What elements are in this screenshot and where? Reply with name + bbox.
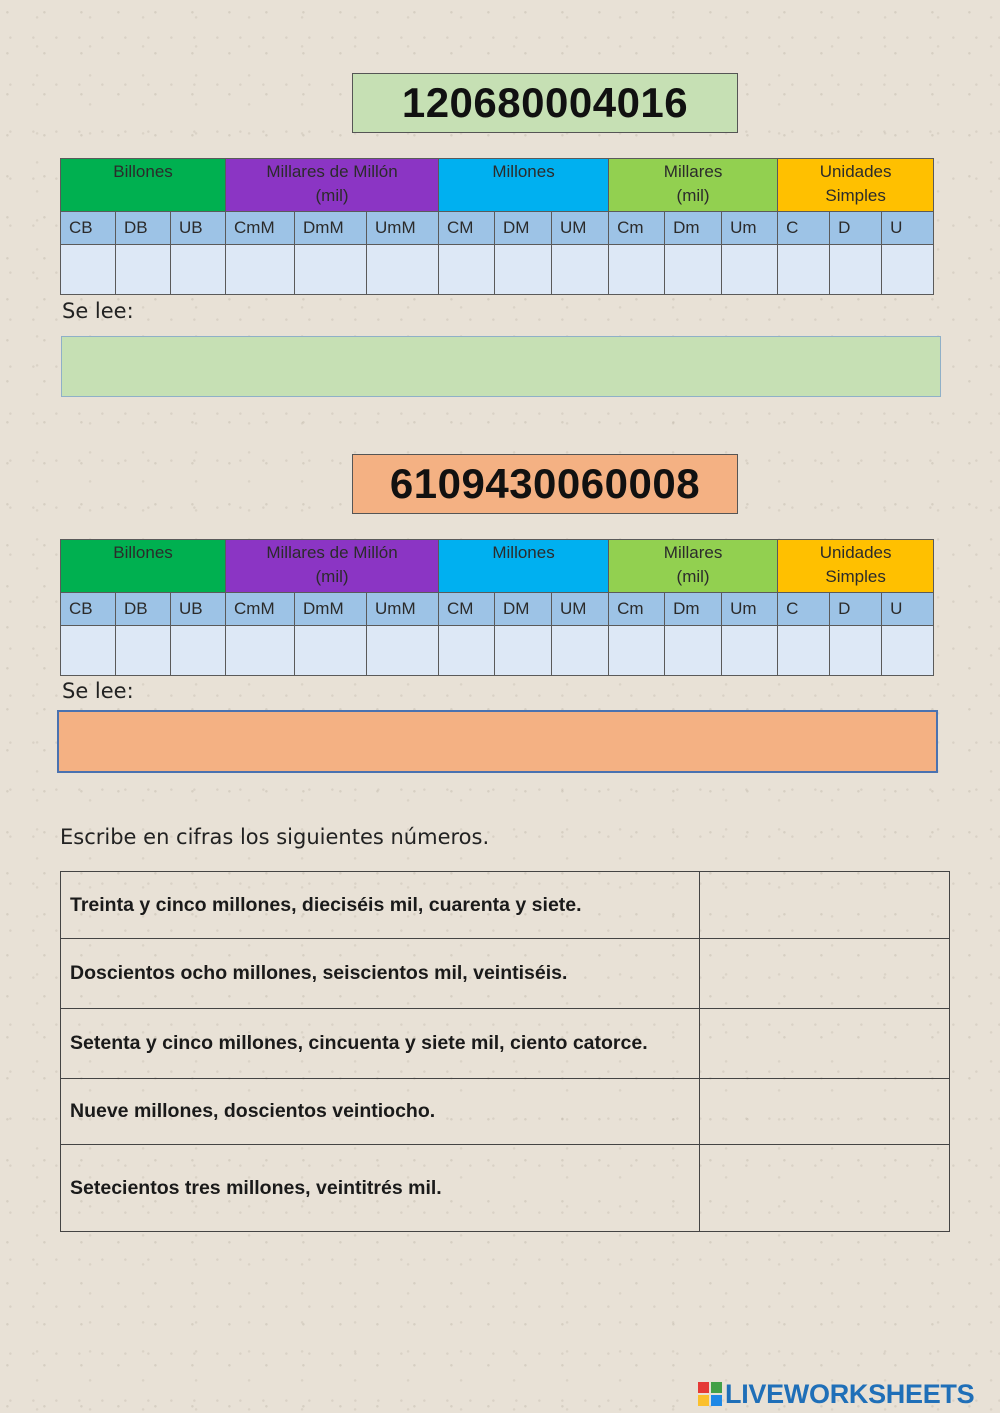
- brand-name: LIVEWORKSHEETS: [725, 1378, 975, 1409]
- class-header: Millares de Millón (mil): [226, 159, 439, 212]
- order-header: Cm: [609, 593, 665, 626]
- reads-label-2: Se lee:: [62, 679, 134, 703]
- question-text: Setenta y cinco millones, cincuenta y siete mil, ciento catorce.: [61, 1009, 700, 1079]
- place-value-table-1: [60, 158, 934, 295]
- liveworksheets-logo-icon: [698, 1382, 722, 1406]
- instruction-text: Escribe en cifras los siguientes números.: [60, 825, 490, 849]
- digit-slot[interactable]: [552, 626, 609, 676]
- question-row: [61, 872, 950, 939]
- order-header: UmM: [367, 212, 439, 245]
- numbers-exercise-table: [60, 871, 950, 1232]
- digit-slot[interactable]: [665, 245, 722, 295]
- class-header: Millares (mil): [609, 159, 778, 212]
- digit-slot[interactable]: [722, 626, 778, 676]
- order-header: DB: [116, 593, 171, 626]
- order-header: DM: [495, 593, 552, 626]
- digit-slot[interactable]: [295, 245, 367, 295]
- order-header: U: [882, 593, 934, 626]
- class-header: Millares (mil): [609, 540, 778, 593]
- order-header: Dm: [665, 593, 722, 626]
- order-header: CM: [439, 593, 495, 626]
- digit-slot[interactable]: [226, 245, 295, 295]
- order-header: DmM: [295, 212, 367, 245]
- class-header-row: [61, 159, 934, 212]
- question-row: [61, 939, 950, 1009]
- digit-slot[interactable]: [61, 245, 116, 295]
- question-text: Nueve millones, doscientos veintiocho.: [61, 1079, 700, 1145]
- order-header: CM: [439, 212, 495, 245]
- digit-slot[interactable]: [609, 245, 665, 295]
- order-header: CmM: [226, 212, 295, 245]
- logo-square-3: [698, 1395, 709, 1406]
- class-header: Millones: [439, 159, 609, 212]
- digit-row: [61, 626, 934, 676]
- order-header: CB: [61, 593, 116, 626]
- order-header: C: [778, 212, 830, 245]
- order-header: CB: [61, 212, 116, 245]
- class-header: Millares de Millón (mil): [226, 540, 439, 593]
- order-header-row: [61, 212, 934, 245]
- digit-slot[interactable]: [295, 626, 367, 676]
- digit-slot[interactable]: [116, 626, 171, 676]
- order-header: U: [882, 212, 934, 245]
- question-text: Treinta y cinco millones, dieciséis mil, cuarenta y siete.: [61, 872, 700, 939]
- class-header: Unidades Simples: [778, 159, 934, 212]
- digit-slot[interactable]: [778, 626, 830, 676]
- digit-slot[interactable]: [439, 626, 495, 676]
- class-header: Billones: [61, 540, 226, 593]
- digit-slot[interactable]: [439, 245, 495, 295]
- class-header: Unidades Simples: [778, 540, 934, 593]
- class-header: Millones: [439, 540, 609, 593]
- order-header: Dm: [665, 212, 722, 245]
- digit-slot[interactable]: [495, 245, 552, 295]
- answer-cell[interactable]: [700, 1145, 950, 1232]
- digit-slot[interactable]: [367, 626, 439, 676]
- order-header: DmM: [295, 593, 367, 626]
- question-text: Setecientos tres millones, veintitrés mil.: [61, 1145, 700, 1232]
- order-header: DM: [495, 212, 552, 245]
- order-header: UmM: [367, 593, 439, 626]
- digit-row: [61, 245, 934, 295]
- digit-slot[interactable]: [116, 245, 171, 295]
- digit-slot[interactable]: [830, 245, 882, 295]
- digit-slot[interactable]: [552, 245, 609, 295]
- answer-cell[interactable]: [700, 1009, 950, 1079]
- class-header: Billones: [61, 159, 226, 212]
- reads-answer-field-2[interactable]: [57, 710, 938, 773]
- digit-slot[interactable]: [367, 245, 439, 295]
- number-box-1: 120680004016: [352, 73, 738, 133]
- liveworksheets-brand: [698, 1378, 974, 1410]
- order-header: CmM: [226, 593, 295, 626]
- reads-label-1: Se lee:: [62, 299, 134, 323]
- order-header: Cm: [609, 212, 665, 245]
- reads-answer-field-1[interactable]: [61, 336, 941, 397]
- order-header: UB: [171, 593, 226, 626]
- answer-cell[interactable]: [700, 939, 950, 1009]
- digit-slot[interactable]: [722, 245, 778, 295]
- question-text: Doscientos ocho millones, seiscientos mil, veintiséis.: [61, 939, 700, 1009]
- question-row: [61, 1079, 950, 1145]
- question-row: [61, 1009, 950, 1079]
- digit-slot[interactable]: [830, 626, 882, 676]
- order-header: D: [830, 212, 882, 245]
- digit-slot[interactable]: [778, 245, 830, 295]
- order-header: UB: [171, 212, 226, 245]
- answer-cell[interactable]: [700, 1079, 950, 1145]
- digit-slot[interactable]: [61, 626, 116, 676]
- digit-slot[interactable]: [882, 626, 934, 676]
- order-header: UM: [552, 212, 609, 245]
- answer-cell[interactable]: [700, 872, 950, 939]
- order-header: DB: [116, 212, 171, 245]
- digit-slot[interactable]: [882, 245, 934, 295]
- order-header: Um: [722, 212, 778, 245]
- digit-slot[interactable]: [171, 626, 226, 676]
- order-header: D: [830, 593, 882, 626]
- class-header-row: [61, 540, 934, 593]
- number-box-2: 6109430060008: [352, 454, 738, 514]
- order-header: Um: [722, 593, 778, 626]
- order-header: UM: [552, 593, 609, 626]
- logo-square-1: [698, 1382, 709, 1393]
- place-value-table-2: [60, 539, 934, 676]
- digit-slot[interactable]: [665, 626, 722, 676]
- digit-slot[interactable]: [226, 626, 295, 676]
- order-header: C: [778, 593, 830, 626]
- logo-square-4: [711, 1395, 722, 1406]
- digit-slot[interactable]: [609, 626, 665, 676]
- logo-square-2: [711, 1382, 722, 1393]
- question-row: [61, 1145, 950, 1232]
- digit-slot[interactable]: [171, 245, 226, 295]
- order-header-row: [61, 593, 934, 626]
- digit-slot[interactable]: [495, 626, 552, 676]
